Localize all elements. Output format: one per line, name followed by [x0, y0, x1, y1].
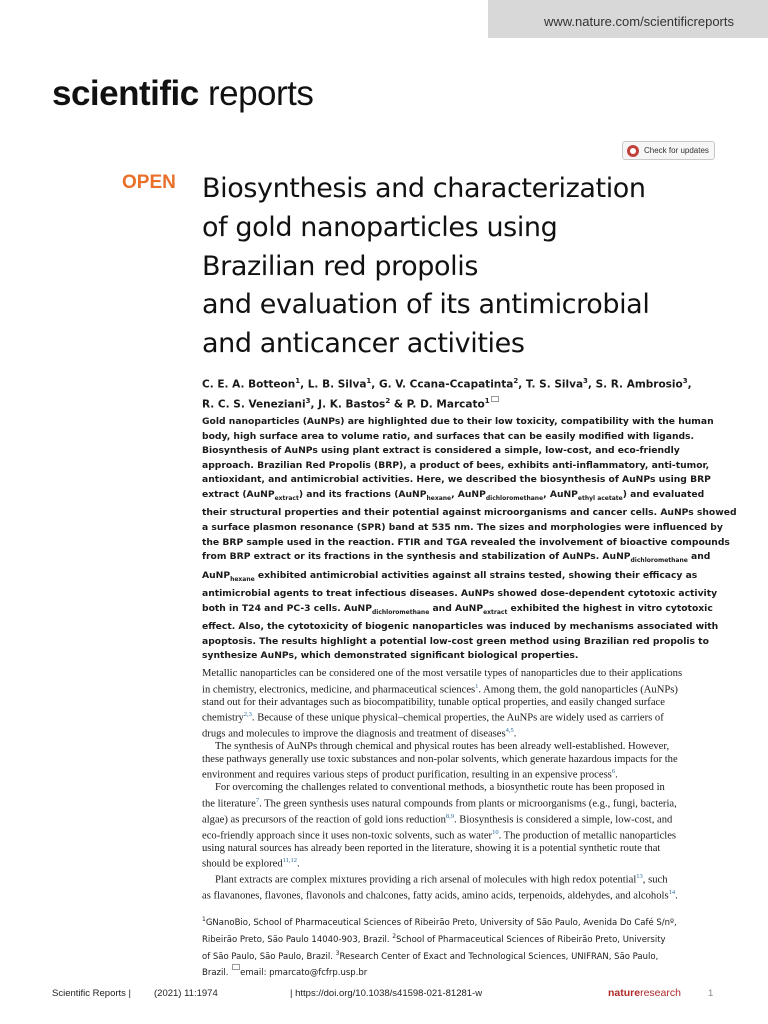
- author-line: R. C. S. Veneziani$^3$, J. K. Bastos$^2$ & P. D. Marcato$^1$: [202, 393, 702, 413]
- main-text: Metallic nanoparticles can be considered one of the most versatile types of nanoparticles due to their applications in chemistry, electronics, medicine, and pharmaceutical sciences$^1$. Among them, the gold nanoparticles (AuNPs) stand out for their advantages such as biocompatibility, tunable optical properties, and easily changed surface chemistry$^{2,3}$. Because of these unique physical–chemical properties, the AuNPs are widely used as carriers of drugs and molecules to improve the diagnosis and treatment of diseases$^{4,5}$. The synthesis of AuNPs through chemical and physical routes has been already well-established. However, these pathways generally use toxic substances and non-polar solvents, which generate hazardous impacts for the environment and requires various steps of product purification, resulting in an expensive process$^6$. For overcoming the challenges related to conventional methods, a biosynthetic route has been proposed in the literature$^7$. The green synthesis uses natural compounds from plants or microorganisms (e.g., fungi, bacteria, algae) as precursors of the reaction of gold ions reduction$^{8,9}$. Biosynthesis is considered a simple, low-cost, and eco-friendly approach since it uses non-toxic solvents, such as water$^{10}$. The production of metallic nanoparticles using natural sources has already been reported in the literature, showing it is a potential synthetic route that should be explored$^{11,12}$. Plant extracts are complex mixtures providing a rich arsenal of molecules with high redox potential$^{13}$, such as flavanones, flavones, flavonols and chalcones, fatty acids, amino acids, terpenoids, aldehydes, and alcohols$^{14}$.: [202, 668, 683, 902]
- author-name[interactable]: J. K. Bastos: [318, 398, 386, 410]
- crossmark-icon: [627, 145, 639, 157]
- journal-url[interactable]: www.nature.com/scientificreports: [543, 14, 734, 29]
- footer-doi-link[interactable]: | https://doi.org/10.1038/s41598-021-81281-w: [290, 988, 483, 999]
- title-line: and evaluation of its antimicrobial: [202, 289, 650, 321]
- email-icon[interactable]: [491, 396, 499, 402]
- citation-link[interactable]: 14: [668, 889, 676, 897]
- citation-link[interactable]: 10: [492, 828, 499, 836]
- publisher-logo: nature research: [608, 987, 681, 999]
- author-name[interactable]: L. B. Silva: [307, 378, 367, 391]
- citation-link[interactable]: 8,9: [445, 812, 454, 820]
- article-title: [202, 170, 722, 364]
- citation-link[interactable]: 1: [475, 682, 479, 690]
- author-name[interactable]: P. D. Marcato: [406, 398, 485, 410]
- url-banner: [488, 0, 768, 38]
- author-name[interactable]: C. E. A. Botteon: [202, 378, 296, 391]
- title-line: Biosynthesis and characterization: [202, 173, 646, 204]
- title-line: Brazilian red propolis: [202, 250, 479, 282]
- affiliations: $^1$GNanoBio, School of Pharmaceutical Sciences of Ribeirão Preto, University of São Paulo, Avenida Do Café S/nº, Ribeirão Preto, São Paulo 14040-903, Brazil. $^2$School of Pharmaceutical Sciences of Ribeirão Preto, University of São Paulo, São Paulo, Brazil. $^3$Research Center of Exact and Technological Sciences, UNIFRAN, São Paulo, Brazil. email: pmarcato@fcfrp.usp.br: [202, 916, 677, 979]
- author-name[interactable]: S. R. Ambrosio: [595, 378, 683, 391]
- author-list: [202, 373, 702, 412]
- author-name[interactable]: R. C. S. Veneziani: [202, 398, 306, 410]
- citation-link[interactable]: 4,5: [505, 727, 514, 735]
- citation-link[interactable]: 7: [255, 796, 260, 804]
- journal-logo-bold: scientific: [52, 74, 199, 113]
- check-for-updates-button[interactable]: [622, 141, 715, 160]
- title-line: of gold nanoparticles using: [202, 211, 558, 243]
- abstract: Gold nanoparticles (AuNPs) are highlighted due to their low toxicity, compatibility with the human body, high surface area to volume ratio, and surfaces that can be easily modified with ligands. Biosynthesis of AuNPs using plant extract is considered a simple, low-cost, and eco-friendly approach. Brazilian Red Propolis (BRP), a product of bees, exhibits anti-inflammatory, anti-tumor, antioxidant, and antimicrobial activities. Here, we described the biosynthesis of AuNPs using BRP extract (AuNP$_{extract}$) and its fractions (AuNP$_{hexane}$, AuNP$_{dichloromethane}$, AuNP$_{ethyl acetate}$) and evaluated their structural properties and their potential against microorganisms and cancer cells. AuNPs showed a surface plasmon resonance (SPR) band at 535 nm. The sizes and morphologies were influenced by the BRP sample used in the reaction. FTIR and TGA revealed the involvement of bioactive compounds from BRP extract or its fractions in the synthesis and stabilization of AuNPs. AuNP$_{dichloromethane}$ and AuNP$_{hexane}$ exhibited antimicrobial activities against all strains tested, showing their efficacy as antimicrobial agents to treat infectious diseases. AuNPs showed dose-dependent cytotoxic activity both in T24 and PC-3 cells. AuNP$_{dichloromethane}$ and AuNP$_{extract}$ exhibited the highest in vitro cytotoxic effect. Also, the cytotoxicity of biogenic nanoparticles was induced by mechanisms associated with apoptosis. The results highlight a potential low-cost green method using Brazilian red propolis to synthesize AuNPs, which demonstrated significant biological properties.: [202, 416, 737, 662]
- email-icon: [232, 964, 240, 970]
- open-access-badge: OPEN: [122, 172, 176, 193]
- author-name[interactable]: T. S. Silva: [525, 378, 584, 391]
- footer-journal: Scientific Reports |: [52, 988, 132, 999]
- journal-logo-light: reports: [198, 74, 314, 113]
- citation-link[interactable]: 13: [636, 873, 643, 881]
- journal-logo: [52, 74, 313, 114]
- citation-link[interactable]: 6: [611, 768, 616, 776]
- author-name[interactable]: G. V. Ccana-Ccapatinta: [378, 378, 514, 391]
- corresponding-email[interactable]: email: pmarcato@fcfrp.usp.br: [240, 968, 368, 979]
- citation-link[interactable]: 2,3: [243, 711, 252, 719]
- author-line: C. E. A. Botteon$^1$, L. B. Silva$^1$, G. V. Ccana-Ccapatinta$^2$, T. S. Silva$^3$, S. R. Ambrosio$^3$,: [202, 377, 692, 391]
- check-for-updates-label: Check for updates: [644, 146, 709, 155]
- title-line: and anticancer activities: [202, 328, 525, 360]
- footer-volume: (2021) 11:1974: [154, 988, 218, 999]
- citation-link[interactable]: 11,12: [282, 857, 298, 865]
- page-number: 1: [708, 988, 714, 999]
